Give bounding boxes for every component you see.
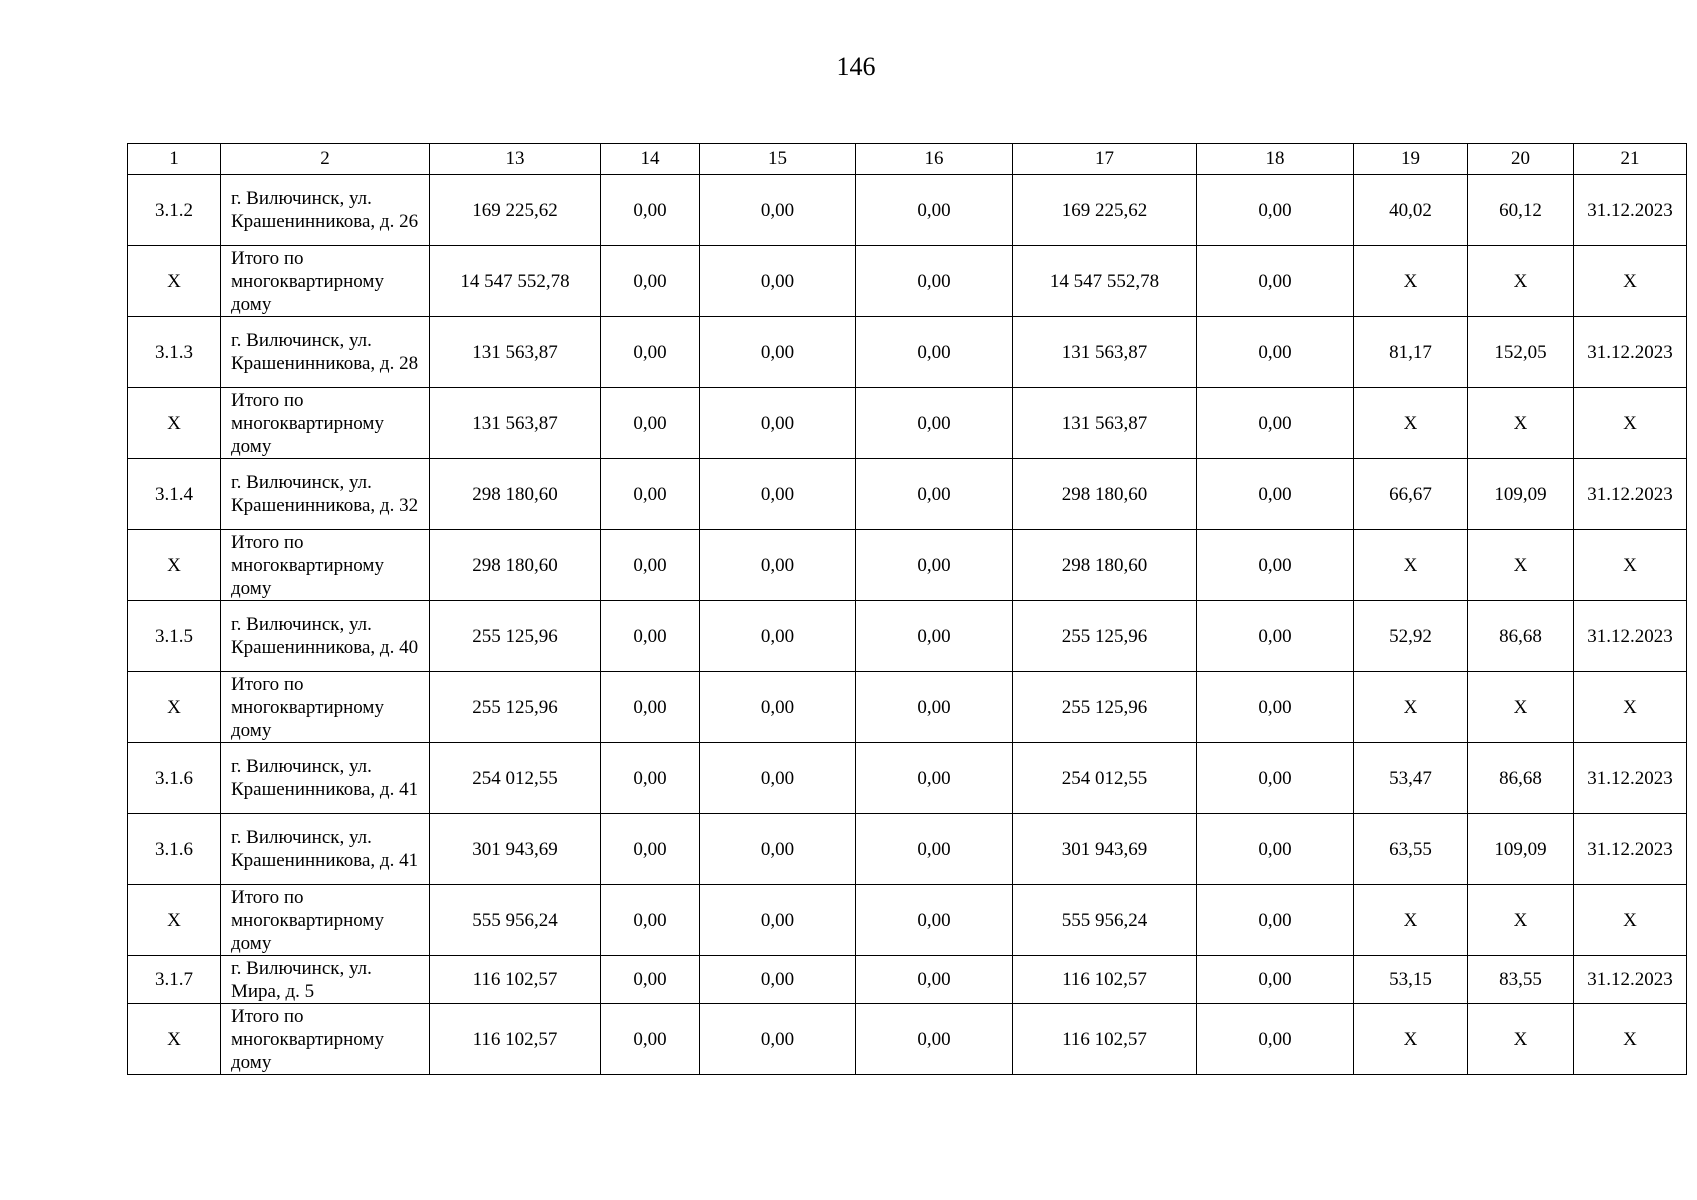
table-cell: X bbox=[1468, 530, 1574, 601]
table-cell: 0,00 bbox=[856, 388, 1013, 459]
page-number: 146 bbox=[836, 52, 876, 81]
table-cell: 0,00 bbox=[601, 672, 700, 743]
table-cell: 0,00 bbox=[700, 1004, 856, 1075]
table-cell: X bbox=[128, 672, 221, 743]
table-cell: 0,00 bbox=[700, 814, 856, 885]
table-cell: 152,05 bbox=[1468, 317, 1574, 388]
column-header: 13 bbox=[430, 144, 601, 175]
column-header: 17 bbox=[1013, 144, 1197, 175]
table-cell: 31.12.2023 bbox=[1574, 175, 1687, 246]
table-cell: X bbox=[1468, 246, 1574, 317]
table-cell: X bbox=[1354, 388, 1468, 459]
table-cell: 83,55 bbox=[1468, 956, 1574, 1004]
table-cell: X bbox=[128, 1004, 221, 1075]
table-cell: г. Вилючинск, ул. Крашенинникова, д. 40 bbox=[221, 601, 430, 672]
table-cell: X bbox=[1468, 1004, 1574, 1075]
table-cell: 0,00 bbox=[700, 459, 856, 530]
table-cell: 0,00 bbox=[856, 1004, 1013, 1075]
table-cell: 255 125,96 bbox=[1013, 601, 1197, 672]
table-cell: 0,00 bbox=[1197, 530, 1354, 601]
table-cell: г. Вилючинск, ул. Мира, д. 5 bbox=[221, 956, 430, 1004]
table-cell: 131 563,87 bbox=[430, 388, 601, 459]
table-cell: 116 102,57 bbox=[430, 956, 601, 1004]
table-cell: 31.12.2023 bbox=[1574, 956, 1687, 1004]
table-cell: 31.12.2023 bbox=[1574, 459, 1687, 530]
column-header: 1 bbox=[128, 144, 221, 175]
table-cell: 116 102,57 bbox=[430, 1004, 601, 1075]
table-cell: 0,00 bbox=[700, 956, 856, 1004]
table-cell: X bbox=[128, 388, 221, 459]
table-cell: 254 012,55 bbox=[1013, 743, 1197, 814]
table-cell: X bbox=[1468, 885, 1574, 956]
table-cell: 14 547 552,78 bbox=[430, 246, 601, 317]
table-cell: 116 102,57 bbox=[1013, 1004, 1197, 1075]
table-cell: 0,00 bbox=[1197, 1004, 1354, 1075]
table-cell: X bbox=[1574, 246, 1687, 317]
table-cell: X bbox=[1354, 530, 1468, 601]
table-cell: 3.1.6 bbox=[128, 743, 221, 814]
table-cell: 131 563,87 bbox=[1013, 317, 1197, 388]
table-cell: 0,00 bbox=[856, 459, 1013, 530]
table-cell: 298 180,60 bbox=[430, 530, 601, 601]
table-cell: X bbox=[1574, 1004, 1687, 1075]
column-header: 14 bbox=[601, 144, 700, 175]
table-cell: 255 125,96 bbox=[430, 601, 601, 672]
table-cell: 3.1.6 bbox=[128, 814, 221, 885]
table-row bbox=[128, 1004, 1687, 1075]
table-cell: 0,00 bbox=[700, 246, 856, 317]
table-cell: 109,09 bbox=[1468, 814, 1574, 885]
table-cell: X bbox=[1354, 672, 1468, 743]
table-cell: Итого по многоквартирному дому bbox=[221, 885, 430, 956]
table-cell: X bbox=[1354, 246, 1468, 317]
table-cell: X bbox=[1468, 672, 1574, 743]
table-cell: 116 102,57 bbox=[1013, 956, 1197, 1004]
table-cell: 0,00 bbox=[856, 743, 1013, 814]
table-cell: 0,00 bbox=[856, 885, 1013, 956]
table-cell: X bbox=[1354, 1004, 1468, 1075]
header-row bbox=[128, 144, 1687, 175]
table-cell: 0,00 bbox=[601, 175, 700, 246]
table-cell: 0,00 bbox=[601, 530, 700, 601]
column-header: 19 bbox=[1354, 144, 1468, 175]
table-cell: 3.1.7 bbox=[128, 956, 221, 1004]
table-cell: г. Вилючинск, ул. Крашенинникова, д. 26 bbox=[221, 175, 430, 246]
table-row bbox=[128, 175, 1687, 246]
table-cell: 0,00 bbox=[1197, 246, 1354, 317]
table-cell: 0,00 bbox=[1197, 601, 1354, 672]
table-cell: 0,00 bbox=[700, 743, 856, 814]
table-cell: 255 125,96 bbox=[430, 672, 601, 743]
table-row bbox=[128, 530, 1687, 601]
table-cell: г. Вилючинск, ул. Крашенинникова, д. 28 bbox=[221, 317, 430, 388]
table-cell: 131 563,87 bbox=[430, 317, 601, 388]
table-cell: 0,00 bbox=[1197, 885, 1354, 956]
table-cell: 0,00 bbox=[856, 956, 1013, 1004]
table-cell: 0,00 bbox=[856, 317, 1013, 388]
table-cell: X bbox=[1574, 672, 1687, 743]
table-cell: 3.1.3 bbox=[128, 317, 221, 388]
table-cell: 0,00 bbox=[700, 530, 856, 601]
table-cell: 255 125,96 bbox=[1013, 672, 1197, 743]
table-cell: 14 547 552,78 bbox=[1013, 246, 1197, 317]
table-cell: 555 956,24 bbox=[1013, 885, 1197, 956]
table-cell: Итого по многоквартирному дому bbox=[221, 530, 430, 601]
table-row bbox=[128, 601, 1687, 672]
table-cell: 298 180,60 bbox=[1013, 459, 1197, 530]
table-cell: 31.12.2023 bbox=[1574, 317, 1687, 388]
table-cell: 0,00 bbox=[700, 175, 856, 246]
table-cell: 3.1.5 bbox=[128, 601, 221, 672]
table-cell: 0,00 bbox=[700, 672, 856, 743]
table-cell: 301 943,69 bbox=[430, 814, 601, 885]
table-cell: Итого по многоквартирному дому bbox=[221, 246, 430, 317]
table-cell: 555 956,24 bbox=[430, 885, 601, 956]
table-cell: 131 563,87 bbox=[1013, 388, 1197, 459]
column-header: 2 bbox=[221, 144, 430, 175]
table-cell: 0,00 bbox=[601, 1004, 700, 1075]
table-cell: 31.12.2023 bbox=[1574, 814, 1687, 885]
table-cell: 0,00 bbox=[1197, 459, 1354, 530]
table-row bbox=[128, 459, 1687, 530]
table-cell: 53,15 bbox=[1354, 956, 1468, 1004]
table-cell: 31.12.2023 bbox=[1574, 743, 1687, 814]
table-cell: 0,00 bbox=[1197, 814, 1354, 885]
table-cell: 0,00 bbox=[601, 459, 700, 530]
table-cell: 0,00 bbox=[601, 743, 700, 814]
data-table bbox=[127, 143, 1687, 1075]
table-cell: 86,68 bbox=[1468, 743, 1574, 814]
table-cell: 63,55 bbox=[1354, 814, 1468, 885]
table-cell: г. Вилючинск, ул. Крашенинникова, д. 41 bbox=[221, 743, 430, 814]
table-cell: 109,09 bbox=[1468, 459, 1574, 530]
table-cell: Итого по многоквартирному дому bbox=[221, 672, 430, 743]
table-cell: 0,00 bbox=[700, 601, 856, 672]
table-row bbox=[128, 743, 1687, 814]
table-cell: 0,00 bbox=[700, 388, 856, 459]
column-header: 20 bbox=[1468, 144, 1574, 175]
table-cell: 0,00 bbox=[601, 601, 700, 672]
table-cell: 3.1.4 bbox=[128, 459, 221, 530]
table-cell: г. Вилючинск, ул. Крашенинникова, д. 32 bbox=[221, 459, 430, 530]
table-cell: 0,00 bbox=[601, 317, 700, 388]
column-header: 16 bbox=[856, 144, 1013, 175]
table-cell: 0,00 bbox=[856, 246, 1013, 317]
table-cell: X bbox=[1574, 885, 1687, 956]
table-row bbox=[128, 246, 1687, 317]
table-cell: Итого по многоквартирному дому bbox=[221, 1004, 430, 1075]
table-cell: X bbox=[1574, 530, 1687, 601]
table-cell: 81,17 bbox=[1354, 317, 1468, 388]
table-row bbox=[128, 388, 1687, 459]
table-cell: 31.12.2023 bbox=[1574, 601, 1687, 672]
table-cell: 298 180,60 bbox=[430, 459, 601, 530]
table-cell: 0,00 bbox=[1197, 743, 1354, 814]
table-cell: 0,00 bbox=[1197, 175, 1354, 246]
table-cell: 0,00 bbox=[601, 885, 700, 956]
table-cell: X bbox=[128, 246, 221, 317]
table-cell: 0,00 bbox=[856, 814, 1013, 885]
table-cell: X bbox=[1354, 885, 1468, 956]
table-cell: 0,00 bbox=[1197, 672, 1354, 743]
table-cell: 301 943,69 bbox=[1013, 814, 1197, 885]
table-row bbox=[128, 672, 1687, 743]
table-cell: X bbox=[1468, 388, 1574, 459]
table-cell: 169 225,62 bbox=[1013, 175, 1197, 246]
table-cell: 0,00 bbox=[856, 530, 1013, 601]
table-row bbox=[128, 885, 1687, 956]
table-row bbox=[128, 317, 1687, 388]
table-cell: 0,00 bbox=[1197, 956, 1354, 1004]
table-cell: 0,00 bbox=[700, 885, 856, 956]
table-cell: 0,00 bbox=[601, 388, 700, 459]
table-cell: 86,68 bbox=[1468, 601, 1574, 672]
table-cell: 0,00 bbox=[601, 246, 700, 317]
table-cell: 0,00 bbox=[1197, 388, 1354, 459]
table-cell: 53,47 bbox=[1354, 743, 1468, 814]
table-cell: X bbox=[128, 885, 221, 956]
table-cell: 169 225,62 bbox=[430, 175, 601, 246]
table-cell: X bbox=[1574, 388, 1687, 459]
table-cell: 298 180,60 bbox=[1013, 530, 1197, 601]
table-row bbox=[128, 814, 1687, 885]
table-cell: X bbox=[128, 530, 221, 601]
column-header: 21 bbox=[1574, 144, 1687, 175]
column-header: 15 bbox=[700, 144, 856, 175]
table-cell: 0,00 bbox=[856, 672, 1013, 743]
table-cell: 0,00 bbox=[601, 814, 700, 885]
table-cell: 0,00 bbox=[601, 956, 700, 1004]
table-cell: г. Вилючинск, ул. Крашенинникова, д. 41 bbox=[221, 814, 430, 885]
table-cell: 60,12 bbox=[1468, 175, 1574, 246]
table-cell: 52,92 bbox=[1354, 601, 1468, 672]
table-cell: 254 012,55 bbox=[430, 743, 601, 814]
table-cell: Итого по многоквартирному дому bbox=[221, 388, 430, 459]
table-cell: 40,02 bbox=[1354, 175, 1468, 246]
table-row bbox=[128, 956, 1687, 1004]
table-cell: 0,00 bbox=[1197, 317, 1354, 388]
table-cell: 3.1.2 bbox=[128, 175, 221, 246]
column-header: 18 bbox=[1197, 144, 1354, 175]
table-cell: 66,67 bbox=[1354, 459, 1468, 530]
table-cell: 0,00 bbox=[856, 601, 1013, 672]
table-cell: 0,00 bbox=[856, 175, 1013, 246]
table-cell: 0,00 bbox=[700, 317, 856, 388]
